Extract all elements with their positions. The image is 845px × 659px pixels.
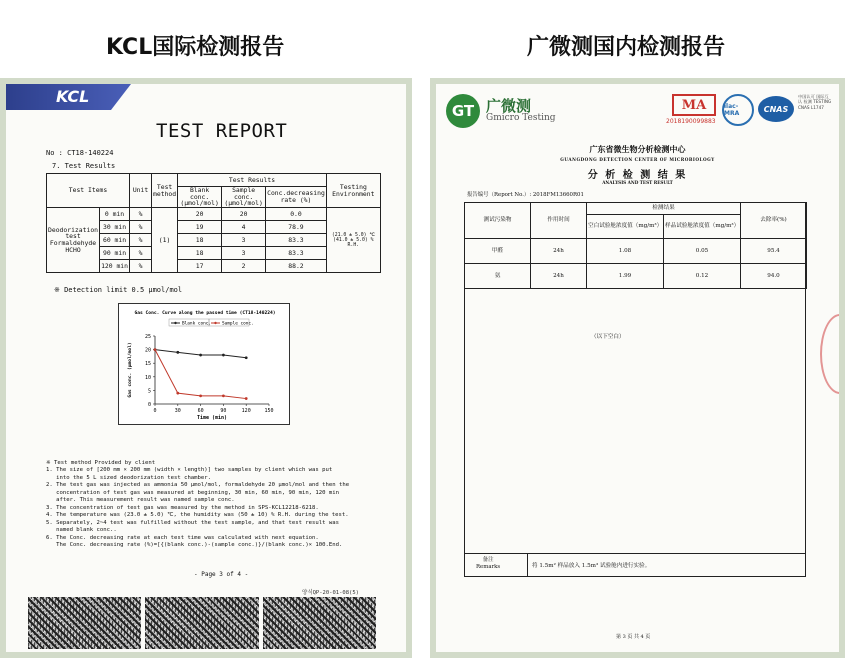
gm-report-title: 分 析 检 测 结 果 [587,170,688,181]
kcl-detection-limit: ※ Detection limit 0.5 μmol/mol [54,286,183,294]
kcl-cell-rate: 78.9 [266,221,327,234]
gm-cell-rate: 95.4 [741,239,807,264]
kcl-th-method: Test method [152,174,178,208]
kcl-cell-unit: % [130,260,152,273]
kcl-th-items: Test Items [47,174,130,208]
kcl-cell-unit: % [130,234,152,247]
gm-cell-blank: 1.99 [587,264,664,289]
y-tick-label: 20 [144,347,151,354]
data-point [154,348,157,351]
kcl-item-label: Deodorization test Formaldehyde HCHO [47,208,100,273]
gm-report-heading: 广微测国内检测报告 [527,35,726,60]
y-tick-label: 10 [144,374,151,381]
gm-cell-time: 24h [531,239,587,264]
kcl-method: (1) [152,208,178,273]
gm-cell-blank: 1.08 [587,239,664,264]
cma-badge-icon: MA [672,94,716,116]
kcl-note-line: after. This measurement result was named sample conc. [46,497,235,504]
x-tick-label: 0 [153,408,157,414]
data-point [222,354,225,357]
gm-th-pollutant: 测试污染物 [465,203,531,239]
kcl-cell-rate: 83.3 [266,234,327,247]
gm-th-results: 检测结果 [587,203,741,215]
kcl-cell-sample: 3 [222,234,266,247]
kcl-note-line: into the 5 L sized deodorization test chamber. [46,474,212,481]
security-pattern-block [28,597,141,649]
kcl-note-line: ※ Test method Provided by client [46,460,156,466]
gm-company-name-en: Gmicro Testing [486,113,556,123]
y-tick-label: 0 [147,402,151,408]
data-point [176,392,179,395]
kcl-form-number: 양식QP-20-01-08(5) [302,590,359,596]
x-tick-label: 60 [197,408,204,414]
legend-label: Sample conc. [222,321,254,327]
x-tick-label: 150 [264,408,274,414]
gm-remark-label-en: Remarks [476,563,501,570]
data-point [245,356,248,359]
kcl-th-results: Test Results [178,174,327,187]
kcl-cell-rate: 83.3 [266,247,327,260]
kcl-th-env: Testing Environment [326,174,380,208]
kcl-cell-time: 30 min [100,221,130,234]
gas-conc-chart [118,303,290,425]
y-axis-label: Gas conc. (μmol/mol) [128,342,133,398]
kcl-cell-time: 60 min [100,234,130,247]
kcl-th-rate: Conc.decreasing rate (%) [266,187,327,208]
gm-remark-text: 将 1.5m² 样品放入 1.5m³ 试验舱内进行实验。 [532,563,651,569]
gm-th-rate: 去除率(%) [741,203,807,239]
kcl-title: TEST REPORT [156,120,288,142]
legend-marker [174,322,176,324]
gm-logo-icon: GT [446,94,480,128]
data-point [222,394,225,397]
gm-cell-rate: 94.0 [741,264,807,289]
gm-center-name-en: GUANGDONG DETECTION CENTER OF MICROBIOLOGY [560,157,715,162]
gm-th-time: 作用时间 [531,203,587,239]
data-point [199,354,202,357]
kcl-report-heading: KCL国际检测报告 [106,35,285,60]
kcl-results-table [46,173,381,273]
gm-cell-sample: 0.12 [664,264,741,289]
y-tick-label: 5 [147,388,151,395]
security-pattern-block [145,597,258,649]
gm-remark-label-cn: 备注 [482,557,494,563]
gm-remark-label [476,557,500,571]
security-pattern-block [263,597,376,649]
kcl-cell-blank: 18 [178,247,222,260]
gas-conc-chart-svg [119,304,291,426]
kcl-th-blank: Blank conc. (μmol/mol) [178,187,222,208]
gm-cell-pollutant: 氨 [465,264,531,289]
kcl-cell-time: 0 min [100,208,130,221]
kcl-note-line: 3. The concentration of test gas was measured by the method in SPS-KCL12218-6218. [46,504,319,511]
kcl-cell-rate: 0.0 [266,208,327,221]
kcl-th-unit: Unit [130,174,152,208]
kcl-cell-sample: 4 [222,221,266,234]
cnas-badge-text: 中国认可 国际互认 检测 TESTING CNAS L1747 [798,94,832,110]
data-point [199,394,202,397]
kcl-cell-blank: 17 [178,260,222,273]
x-tick-label: 120 [241,408,251,414]
ilac-mra-badge-icon: ilac-MRA [722,94,754,126]
data-point [245,397,248,400]
data-point [176,351,179,354]
kcl-cell-sample: 20 [222,208,266,221]
kcl-cell-blank: 19 [178,221,222,234]
series-line [155,350,246,399]
kcl-section-title: 7. Test Results [52,162,116,170]
kcl-cell-sample: 2 [222,260,266,273]
gm-center-name: 广东省微生物分析检测中心 [589,144,686,154]
kcl-cell-unit: % [130,247,152,260]
gm-report-frame [430,78,845,658]
kcl-note-line: 1. The size of [200 mm × 200 mm (width × length)] two samples by client which was put [46,467,333,474]
gm-blank-note: （以下空白） [591,334,625,340]
y-tick-label: 15 [144,361,151,368]
kcl-env: (21.0 ± 5.0) ℃ (41.0 ± 5.0) % R.H. [326,208,380,273]
gm-cell-pollutant: 甲醛 [465,239,531,264]
kcl-report-number: No : CT18-140224 [46,149,114,157]
table-row [47,208,381,221]
gm-remark-column-divider [527,553,528,577]
chart-title: Gas Conc. Curve along the passed time (CT18-140224) [134,311,276,316]
gm-th-blank: 空白试验舱浓度值（mg/m³） [587,215,664,239]
kcl-report-frame [0,78,412,658]
kcl-cell-blank: 20 [178,208,222,221]
kcl-note-line: 6. The Conc. decreasing rate at each test time was calculated with next equation. [46,534,319,541]
kcl-logo: KCL [56,87,90,106]
kcl-page-number: - Page 3 of 4 - [194,571,249,578]
kcl-cell-time: 90 min [100,247,130,260]
kcl-cell-sample: 3 [222,247,266,260]
gm-cell-time: 24h [531,264,587,289]
gm-remark-divider [464,553,806,554]
kcl-note-line: The Conc. decreasing rate (%)=[{(blank conc.)-(sample conc.)}/(blank conc.)× 100.End. [46,542,343,549]
gm-report-title-en: ANALYSIS AND TEST RESULT [602,180,673,185]
kcl-cell-blank: 18 [178,234,222,247]
gm-cell-sample: 0.05 [664,239,741,264]
gm-page-number: 第 3 页 共 4 页 [616,634,651,640]
x-tick-label: 90 [220,408,227,414]
kcl-cell-unit: % [130,208,152,221]
kcl-cell-time: 120 min [100,260,130,273]
seal-stamp [820,314,839,394]
cnas-badge-icon: CNAS [758,96,794,122]
gm-report-page [436,84,839,652]
gm-results-table [464,202,807,289]
legend-label: Blank conc. [182,321,212,327]
kcl-test-method-notes [46,460,381,550]
kcl-cell-unit: % [130,221,152,234]
kcl-note-line: named blank conc.. [46,527,117,534]
gm-th-sample: 样品试验舱浓度值（mg/m³） [664,215,741,239]
kcl-th-sample: Sample conc. (μmol/mol) [222,187,266,208]
table-row [465,239,807,264]
y-tick-label: 25 [144,334,151,340]
kcl-cell-rate: 88.2 [266,260,327,273]
gm-report-number: 报告编号（Report No.）: 2018FM13660R01 [467,192,584,198]
kcl-note-line: 4. The temperature was (23.0 ± 5.0) ℃, the humidity was (50 ± 10) % R.H. during the test. [46,512,349,519]
table-row [465,264,807,289]
legend-marker [214,322,216,324]
kcl-note-line: 5. Separately, 2~4 test was fulfilled without the test sample, and that test result was [46,519,339,526]
kcl-note-line: concentration of test gas was measured at beginning, 30 min, 60 min, 90 min, 120 min [46,489,339,496]
kcl-note-line: 2. The test gas was injected as ammonia 50 μmol/mol, formaldehyde 20 μmol/mol and then the [46,482,350,489]
x-tick-label: 30 [174,408,181,414]
gm-company-name: 广微测 [486,97,532,115]
cma-number: 2018190099883 [666,118,716,125]
kcl-report-page [6,84,406,652]
kcl-security-pattern [28,597,376,649]
x-axis-label: Time (min) [196,415,228,421]
